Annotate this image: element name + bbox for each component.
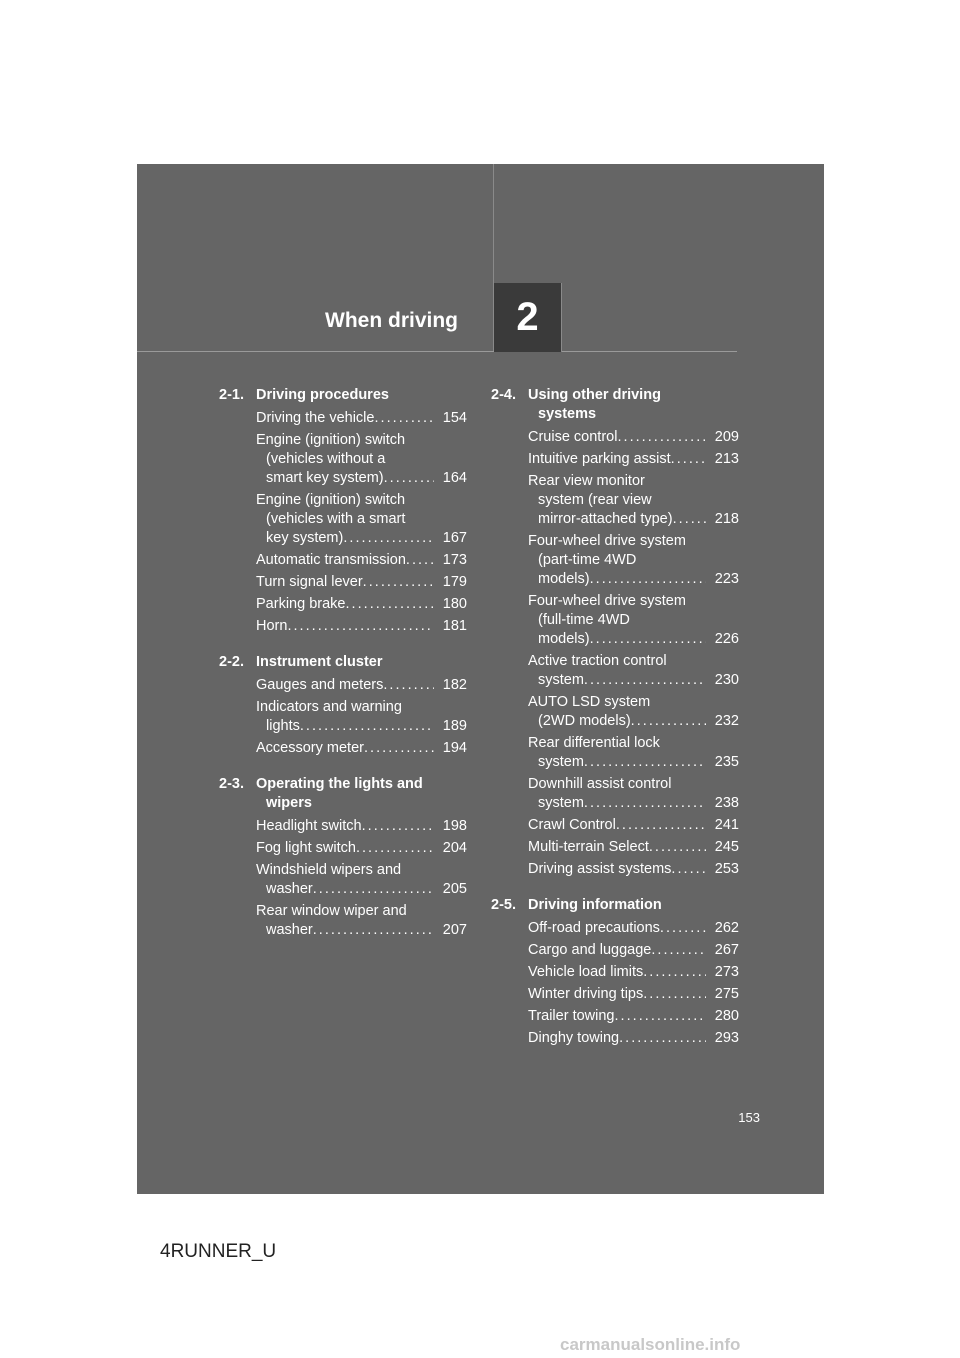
toc-entry[interactable]	[528, 1029, 739, 1048]
toc-column-right	[491, 386, 739, 1065]
toc-column-left	[219, 386, 467, 957]
entry-text	[528, 816, 706, 835]
watermark: carmanualsonline.info	[560, 1335, 741, 1354]
toc-section	[491, 386, 739, 879]
toc-entry[interactable]	[528, 450, 739, 469]
dot-leader	[615, 1007, 707, 1026]
dot-leader	[364, 739, 434, 758]
section-title-line: Driving information	[528, 897, 662, 913]
entry-text	[528, 592, 706, 649]
entry-text	[528, 734, 706, 772]
entry-line	[256, 880, 434, 899]
dot-leader	[671, 450, 706, 469]
entry-line	[256, 676, 434, 695]
section-title	[256, 386, 467, 405]
toc-entry[interactable]	[256, 491, 467, 548]
entry-line	[528, 450, 706, 469]
entry-line: Indicators and warning	[256, 699, 402, 715]
toc-entry[interactable]	[256, 861, 467, 899]
entry-line	[528, 816, 706, 835]
entry-page-number: 180	[442, 596, 467, 612]
toc-entry[interactable]	[256, 573, 467, 592]
dot-leader	[313, 921, 434, 940]
section-heading	[491, 386, 739, 424]
entry-page-number: 273	[714, 964, 739, 980]
entry-text	[256, 573, 434, 592]
entry-line: AUTO LSD system	[528, 694, 651, 710]
entry-text	[528, 1029, 706, 1048]
section-heading	[219, 386, 467, 405]
section-entries	[256, 817, 467, 940]
entry-label: Cruise control	[528, 429, 618, 445]
toc-section	[219, 775, 467, 940]
model-code: 4RUNNER_U	[160, 1241, 277, 1262]
entry-line	[256, 617, 434, 636]
entry-page-number: 167	[442, 530, 467, 546]
toc-entry[interactable]	[528, 652, 739, 690]
dot-leader	[649, 838, 706, 857]
toc-entry[interactable]	[528, 963, 739, 982]
section-title-line: Operating the lights and	[256, 776, 423, 792]
entry-line	[256, 573, 434, 592]
entry-text	[256, 617, 434, 636]
entry-page-number: 275	[714, 986, 739, 1002]
entry-line: (full-time 4WD	[538, 612, 630, 628]
section-title	[528, 896, 739, 915]
entry-text	[256, 839, 434, 858]
entry-text	[256, 698, 434, 736]
entry-label: washer	[266, 881, 313, 897]
toc-entry[interactable]	[256, 698, 467, 736]
entry-label: Dinghy towing	[528, 1030, 620, 1046]
entry-text	[528, 775, 706, 813]
entry-page-number: 223	[714, 571, 739, 587]
entry-label: Winter driving tips	[528, 986, 644, 1002]
toc-entry[interactable]	[528, 775, 739, 813]
dot-leader	[651, 941, 706, 960]
chapter-number-box	[494, 283, 562, 352]
entry-line: (part-time 4WD	[538, 552, 637, 568]
entry-line	[528, 753, 706, 772]
entry-line	[528, 671, 706, 690]
toc-entry[interactable]	[256, 839, 467, 858]
toc-entry[interactable]	[256, 902, 467, 940]
entry-label: mirror-attached type)	[538, 511, 673, 527]
entry-line	[256, 469, 434, 488]
entry-text	[256, 817, 434, 836]
entry-line: Active traction control	[528, 653, 667, 669]
entry-label: Crawl Control	[528, 817, 616, 833]
section-title-line: Instrument cluster	[256, 654, 383, 670]
entry-line: Windshield wipers and	[256, 862, 402, 878]
section-entries	[528, 428, 739, 879]
entry-line	[528, 510, 706, 529]
entry-page-number: 293	[714, 1030, 739, 1046]
entry-text	[528, 985, 706, 1004]
entry-label: Off-road precautions	[528, 920, 660, 936]
entry-text	[528, 450, 706, 469]
entry-label: lights	[266, 718, 300, 734]
entry-label: Horn	[256, 618, 288, 634]
entry-page-number: 194	[442, 740, 467, 756]
dot-leader	[345, 595, 434, 614]
entry-page-number: 218	[714, 511, 739, 527]
entry-label: Headlight switch	[256, 818, 362, 834]
entry-page-number: 230	[714, 672, 739, 688]
toc-entry[interactable]	[528, 532, 739, 589]
entry-line: Four-wheel drive system	[528, 533, 686, 549]
entry-line	[256, 529, 434, 548]
section-entries	[256, 676, 467, 758]
section-number: 2-5.	[491, 897, 516, 913]
entry-text	[256, 431, 434, 488]
toc-entry[interactable]	[528, 985, 739, 1004]
toc-entry[interactable]	[528, 1007, 739, 1026]
section-number: 2-3.	[219, 776, 244, 792]
entry-page-number: 204	[442, 840, 467, 856]
entry-line: (vehicles with a smart	[266, 511, 406, 527]
entry-text	[528, 860, 706, 879]
entry-page-number: 179	[442, 574, 467, 590]
section-title	[256, 775, 467, 813]
entry-text	[256, 902, 434, 940]
entry-line	[256, 839, 434, 858]
entry-label: Turn signal lever	[256, 574, 363, 590]
entry-text	[256, 676, 434, 695]
entry-page-number: 164	[442, 470, 467, 486]
dot-leader	[406, 551, 434, 570]
dot-leader	[643, 963, 706, 982]
toc-entry[interactable]	[256, 676, 467, 695]
entry-line: Engine (ignition) switch	[256, 492, 406, 508]
entry-page-number: 280	[714, 1008, 739, 1024]
entry-line	[528, 941, 706, 960]
entry-line	[528, 712, 706, 731]
section-title-line: Using other driving	[528, 387, 661, 403]
section-title-line: Driving procedures	[256, 387, 389, 403]
entry-line: system (rear view	[538, 492, 652, 508]
entry-text	[256, 861, 434, 899]
entry-line: Rear differential lock	[528, 735, 660, 751]
entry-label: Parking brake	[256, 596, 346, 612]
toc-entry[interactable]	[256, 409, 467, 428]
dot-leader	[671, 860, 706, 879]
entry-page-number: 241	[714, 817, 739, 833]
entry-page-number: 267	[714, 942, 739, 958]
section-heading	[219, 775, 467, 813]
entry-label: Cargo and luggage	[528, 942, 652, 958]
entry-page-number: 173	[442, 552, 467, 568]
entry-line	[528, 428, 706, 447]
dot-leader	[343, 529, 434, 548]
entry-line	[256, 921, 434, 940]
entry-page-number: 182	[442, 677, 467, 693]
entry-line: Rear window wiper and	[256, 903, 407, 919]
dot-leader	[356, 839, 434, 858]
entry-label: models)	[538, 571, 590, 587]
header-divider-horizontal	[137, 351, 737, 352]
toc-entry[interactable]	[528, 734, 739, 772]
entry-text	[528, 919, 706, 938]
entry-page-number: 213	[714, 451, 739, 467]
entry-label: system	[538, 672, 584, 688]
entry-text	[528, 941, 706, 960]
entry-text	[528, 693, 706, 731]
entry-text	[256, 739, 434, 758]
entry-line	[256, 717, 434, 736]
section-number: 2-4.	[491, 387, 516, 403]
toc-entry[interactable]	[256, 739, 467, 758]
toc-entry[interactable]	[256, 617, 467, 636]
entry-line	[528, 630, 706, 649]
dot-leader	[287, 617, 434, 636]
entry-text	[256, 491, 434, 548]
dot-leader	[313, 880, 434, 899]
entry-line	[256, 595, 434, 614]
dot-leader	[584, 753, 706, 772]
toc-section	[219, 653, 467, 758]
entry-text	[256, 551, 434, 570]
entry-page-number: 154	[442, 410, 467, 426]
entry-text	[528, 428, 706, 447]
entry-label: system	[538, 795, 584, 811]
chapter-title: When driving	[325, 309, 458, 332]
toc-entry[interactable]	[256, 431, 467, 488]
dot-leader	[584, 794, 706, 813]
entry-label: Accessory meter	[256, 740, 364, 756]
section-title	[528, 386, 739, 424]
toc-entry[interactable]	[528, 472, 739, 529]
section-title-line: wipers	[266, 795, 312, 811]
toc-entry[interactable]	[256, 551, 467, 570]
entry-line	[256, 551, 434, 570]
toc-entry[interactable]	[528, 816, 739, 835]
entry-page-number: 226	[714, 631, 739, 647]
entry-line: Rear view monitor	[528, 473, 645, 489]
toc-section	[491, 896, 739, 1048]
entry-label: Gauges and meters	[256, 677, 384, 693]
entry-line: Engine (ignition) switch	[256, 432, 406, 448]
dot-leader	[617, 428, 706, 447]
section-entries	[528, 919, 739, 1048]
entry-line	[528, 963, 706, 982]
entry-label: Vehicle load limits	[528, 964, 644, 980]
entry-text	[256, 595, 434, 614]
section-heading	[219, 653, 467, 672]
entry-label: Automatic transmission	[256, 552, 406, 568]
section-number: 2-1.	[219, 387, 244, 403]
page-number: 153	[738, 1110, 760, 1125]
toc-entry[interactable]	[528, 919, 739, 938]
entry-line	[256, 739, 434, 758]
entry-page-number: 181	[442, 618, 467, 634]
entry-line	[528, 1029, 706, 1048]
entry-label: system	[538, 754, 584, 770]
entry-text	[528, 1007, 706, 1026]
section-title	[256, 653, 467, 672]
toc-entry[interactable]	[528, 860, 739, 879]
entry-page-number: 262	[714, 920, 739, 936]
dot-leader	[590, 630, 706, 649]
entry-label: models)	[538, 631, 590, 647]
entry-text	[528, 838, 706, 857]
entry-line	[256, 409, 434, 428]
entry-page-number: 232	[714, 713, 739, 729]
toc-entry[interactable]	[528, 693, 739, 731]
dot-leader	[590, 570, 706, 589]
dot-leader	[363, 573, 434, 592]
toc-entry[interactable]	[256, 595, 467, 614]
dot-leader	[300, 717, 434, 736]
chapter-number: 2	[516, 295, 539, 339]
entry-line: Downhill assist control	[528, 776, 672, 792]
dot-leader	[584, 671, 706, 690]
entry-text	[528, 652, 706, 690]
entry-line: Four-wheel drive system	[528, 593, 686, 609]
toc-entry[interactable]	[528, 428, 739, 447]
entry-text	[528, 532, 706, 589]
dot-leader	[616, 816, 706, 835]
entry-page-number: 235	[714, 754, 739, 770]
entry-text	[256, 409, 434, 428]
dot-leader	[362, 817, 434, 836]
toc-entry[interactable]	[528, 941, 739, 960]
dot-leader	[383, 676, 434, 695]
entry-text	[528, 472, 706, 529]
toc-entry[interactable]	[528, 592, 739, 649]
entry-line	[528, 794, 706, 813]
entry-label: Multi-terrain Select	[528, 839, 649, 855]
entry-line	[528, 838, 706, 857]
entry-label: washer	[266, 922, 313, 938]
entry-label: Fog light switch	[256, 840, 356, 856]
entry-label: smart key system)	[266, 470, 384, 486]
section-title-line: systems	[538, 406, 597, 422]
entry-line	[256, 817, 434, 836]
entry-page-number: 189	[442, 718, 467, 734]
entry-page-number: 205	[442, 881, 467, 897]
entry-line	[528, 985, 706, 1004]
entry-text	[528, 963, 706, 982]
toc-section	[219, 386, 467, 636]
toc-entry[interactable]	[528, 838, 739, 857]
entry-page-number: 207	[442, 922, 467, 938]
entry-label: key system)	[266, 530, 344, 546]
entry-line	[528, 570, 706, 589]
entry-line: (vehicles without a	[266, 451, 386, 467]
entry-page-number: 253	[714, 861, 739, 877]
entry-label: Intuitive parking assist	[528, 451, 671, 467]
section-number: 2-2.	[219, 654, 244, 670]
dot-leader	[673, 510, 706, 529]
entry-line	[528, 1007, 706, 1026]
entry-page-number: 245	[714, 839, 739, 855]
dot-leader	[631, 712, 706, 731]
entry-label: (2WD models)	[538, 713, 631, 729]
entry-page-number: 209	[714, 429, 739, 445]
entry-line	[528, 860, 706, 879]
dot-leader	[384, 469, 434, 488]
dot-leader	[374, 409, 434, 428]
entry-page-number: 198	[442, 818, 467, 834]
dot-leader	[660, 919, 706, 938]
entry-page-number: 238	[714, 795, 739, 811]
entry-label: Driving assist systems	[528, 861, 672, 877]
entry-label: Trailer towing	[528, 1008, 615, 1024]
dot-leader	[643, 985, 706, 1004]
entry-label: Driving the vehicle	[256, 410, 375, 426]
toc-entry[interactable]	[256, 817, 467, 836]
section-entries	[256, 409, 467, 636]
section-heading	[491, 896, 739, 915]
dot-leader	[619, 1029, 706, 1048]
entry-line	[528, 919, 706, 938]
